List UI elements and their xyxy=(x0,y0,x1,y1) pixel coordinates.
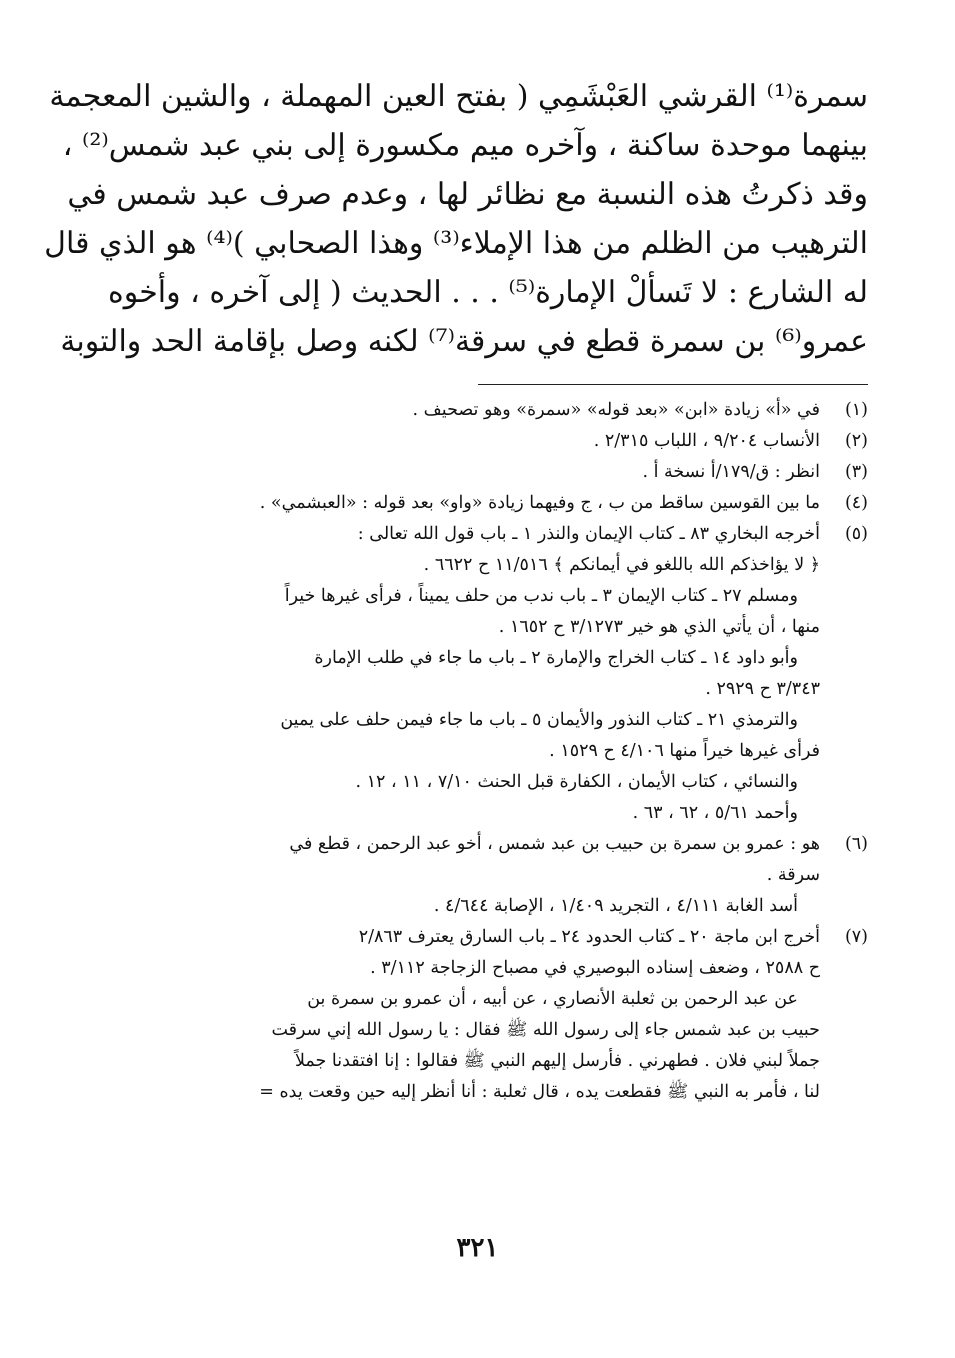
footnote-body xyxy=(150,457,820,488)
main-text xyxy=(44,72,868,366)
footnote-line: منها ، أن يأتي الذي هو خير ٣/١٢٧٣ ح ١٦٥٢ . xyxy=(498,617,820,637)
footnote-2 xyxy=(150,426,868,457)
footnote-number: (٢) xyxy=(844,431,868,451)
footnote-5 xyxy=(150,519,868,829)
footnote-number: (٧) xyxy=(844,927,868,947)
main-line: سمرة⁽¹⁾ القرشي العَبْشَمِي ( بفتح العين المهملة ، والشين المعجمة xyxy=(49,79,868,114)
footnote-line: ومسلم ٢٧ ـ كتاب الإيمان ٣ ـ باب ندب من حلف يميناً ، فرأى غيرها خيراً xyxy=(284,586,798,606)
footnote-line: سرقة . xyxy=(766,865,820,885)
footnote-divider xyxy=(478,384,868,385)
footnote-1 xyxy=(150,395,868,426)
footnote-line: انظر : ق/١٧٩/أ نسخة أ . xyxy=(642,462,820,482)
main-line: بينهما موحدة ساكنة ، وآخره ميم مكسورة إلى بني عبد شمس⁽²⁾ ، xyxy=(62,128,868,163)
footnote-line: أخرج ابن ماجة ٢٠ ـ كتاب الحدود ٢٤ ـ باب السارق يعترف ٢/٨٦٣ xyxy=(358,927,820,947)
main-line: وقد ذكرتُ هذه النسبة مع نظائر لها ، وعدم صرف عبد شمس في xyxy=(67,177,868,212)
footnote-4 xyxy=(150,488,868,519)
footnote-number: (٤) xyxy=(844,493,868,513)
page-body xyxy=(44,72,868,1108)
footnote-body xyxy=(150,922,820,1108)
footnote-line: ح ٢٥٨٨ ، وضعف إسناده البوصيري في مصباح الزجاجة ٣/١١٢ . xyxy=(370,958,820,978)
footnote-7 xyxy=(150,922,868,1108)
footnote-line: والنسائي ، كتاب الأيمان ، الكفارة قبل الحنث ٧/١٠ ، ١١ ، ١٢ . xyxy=(355,772,798,792)
footnote-line: ٣/٣٤٣ ح ٢٩٢٩ . xyxy=(705,679,820,699)
footnote-line: جملاً لبني فلان . فطهرني . فأرسل إليهم النبي ﷺ فقالوا : إنا افتقدنا جملاً xyxy=(294,1051,820,1071)
footnote-line: الأنساب ٩/٢٠٤ ، اللباب ٢/٣١٥ . xyxy=(593,431,820,451)
footnote-line: ﴿ لا يؤاخذكم الله باللغو في أيمانكم ﴾ ١١/٥١٦ ح ٦٦٢٢ . xyxy=(423,555,820,575)
footnote-number: (٦) xyxy=(844,834,868,854)
footnote-line: فرأى غيرها خيراً منها ٤/١٠٦ ح ١٥٢٩ . xyxy=(549,741,820,761)
footnote-line: أخرجه البخاري ٨٣ ـ كتاب الإيمان والنذر ١ ـ باب قول الله تعالى : xyxy=(357,524,820,544)
page-number: ٣٢١ xyxy=(456,1233,499,1263)
footnote-line: وأبو داود ١٤ ـ كتاب الخراج والإمارة ٢ ـ باب ما جاء في طلب الإمارة xyxy=(314,648,798,668)
footnote-line: والترمذي ٢١ ـ كتاب النذور والأيمان ٥ ـ باب ما جاء فيمن حلف على يمين xyxy=(280,710,798,730)
footnote-line: عن عبد الرحمن بن ثعلبة الأنصاري ، عن أبيه ، أن عمرو بن سمرة بن xyxy=(307,989,798,1009)
footnote-6 xyxy=(150,829,868,922)
footnote-number: (٥) xyxy=(844,524,868,544)
footnotes xyxy=(150,395,868,1108)
main-line: الترهيب من الظلم من هذا الإملاء⁽³⁾ وهذا الصحابي )⁽⁴⁾ هو الذي قال xyxy=(44,226,868,261)
main-line: عمرو⁽⁶⁾ بن سمرة قطع في سرقة⁽⁷⁾ لكنه وصل بإقامة الحد والتوبة xyxy=(60,324,868,359)
footnote-body xyxy=(150,426,820,457)
main-line: له الشارع : لا تَسألْ الإمارة⁽⁵⁾ . . . الحديث ( إلى آخره ، وأخوه xyxy=(107,275,868,310)
footnote-number: (١) xyxy=(844,400,868,420)
footnote-line: حبيب بن عبد شمس جاء إلى رسول الله ﷺ فقال : يا رسول الله إني سرقت xyxy=(271,1020,820,1040)
footnote-line: ما بين القوسين ساقط من ب ، ج وفيهما زيادة «واو» بعد قوله : «العبشمي» . xyxy=(259,493,820,513)
footnote-3 xyxy=(150,457,868,488)
footnote-line: هو : عمرو بن سمرة بن حبيب بن عبد شمس ، أخو عبد الرحمن ، قطع في xyxy=(289,834,820,854)
footnote-body xyxy=(150,395,820,426)
footnote-number: (٣) xyxy=(844,462,868,482)
footnote-body xyxy=(150,829,820,922)
footnote-line: لنا ، فأمر به النبي ﷺ فقطعت يده ، قال ثعلبة : أنا أنظر إليه حين وقعت يده = xyxy=(259,1082,820,1102)
footnote-line: وأحمد ٥/٦١ ، ٦٢ ، ٦٣ . xyxy=(632,803,798,823)
footnote-body xyxy=(150,488,820,519)
footnote-body xyxy=(150,519,820,829)
footnote-line: في «أ» زيادة «ابن» «بعد قوله» «سمرة» وهو تصحيف . xyxy=(412,400,820,420)
footnote-line: أسد الغابة ٤/١١١ ، التجريد ١/٤٠٩ ، الإصابة ٤/٦٤٤ . xyxy=(433,896,798,916)
